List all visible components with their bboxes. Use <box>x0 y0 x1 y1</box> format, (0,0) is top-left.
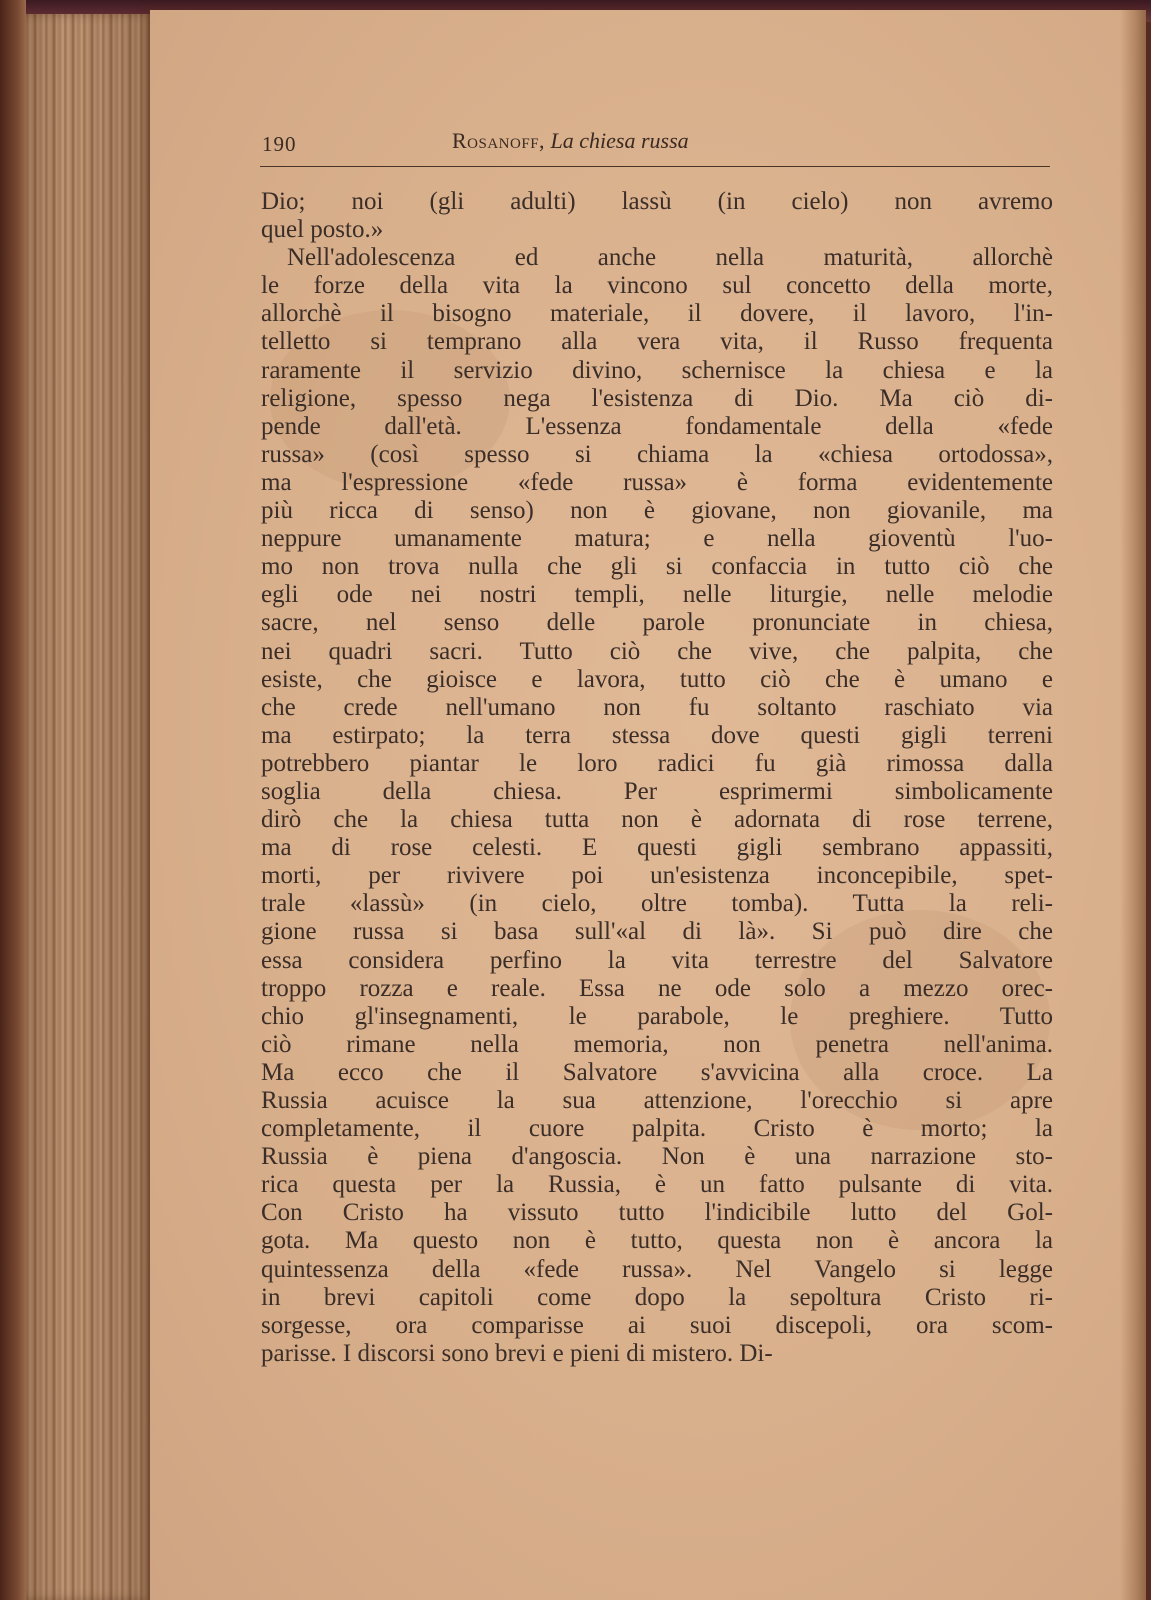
text-line: pende dall'età. L'essenza fondamentale della «fede <box>261 412 1053 440</box>
text-line: quintessenza della «fede russa». Nel Vangelo si legge <box>261 1255 1053 1283</box>
text-line: egli ode nei nostri templi, nelle liturgie, nelle melodie <box>261 581 1053 609</box>
text-line: Ma ecco che il Salvatore s'avvicina alla croce. La <box>261 1058 1053 1086</box>
text-line: parisse. I discorsi sono brevi e pieni di mistero. Di- <box>261 1339 773 1367</box>
text-line: gota. Ma questo non è tutto, questa non è ancora la <box>261 1227 1053 1255</box>
page-right-edge <box>1120 10 1146 1600</box>
text-line: Con Cristo ha vissuto tutto l'indicibile lutto del Gol- <box>261 1199 1053 1227</box>
text-line: potrebbero piantar le loro radici fu già rimossa dalla <box>261 749 1053 777</box>
text-line: più ricca di senso) non è giovane, non giovanile, ma <box>261 497 1053 525</box>
text-line: sacre, nel senso delle parole pronunciate in chiesa, <box>261 609 1053 637</box>
text-line: sorgesse, ora comparisse ai suoi discepoli, ora scom- <box>261 1311 1053 1339</box>
text-line: esiste, che gioisce e lavora, tutto ciò che è umano e <box>261 665 1053 693</box>
running-title-author: Rosanoff, <box>452 128 546 153</box>
text-line: ma estirpato; la terra stessa dove questi gigli terreni <box>261 721 1053 749</box>
text-line: neppure umanamente matura; e nella gioventù l'uo- <box>261 525 1053 553</box>
text-line: in brevi capitoli come dopo la sepoltura Cristo ri- <box>261 1283 1053 1311</box>
text-line: Dio; noi (gli adulti) lassù (in cielo) non avremo <box>261 188 1053 215</box>
text-line: completamente, il cuore palpita. Cristo è morto; la <box>261 1115 1053 1143</box>
text-line: rica questa per la Russia, è un fatto pulsante di vita. <box>261 1171 1053 1199</box>
text-line: mo non trova nulla che gli si confaccia in tutto ciò che <box>261 553 1053 581</box>
running-title-work: La chiesa russa <box>550 128 689 153</box>
text-line: quel posto.» <box>261 216 384 244</box>
text-line: ciò rimane nella memoria, non penetra nell'anima. <box>261 1030 1053 1058</box>
text-line: essa considera perfino la vita terrestre del Salvatore <box>261 946 1053 974</box>
text-line: soglia della chiesa. Per esprimermi simbolicamente <box>261 777 1053 805</box>
text-line: che crede nell'umano non fu soltanto raschiato via <box>261 693 1053 721</box>
text-line: trale «lassù» (in cielo, oltre tomba). Tutta la reli- <box>261 890 1053 918</box>
text-line: morti, per rivivere poi un'esistenza inconcepibile, spet- <box>261 862 1053 890</box>
text-line: religione, spesso nega l'esistenza di Dio. Ma ciò di- <box>261 384 1053 412</box>
text-line: nei quadri sacri. Tutto ciò che vive, che palpita, che <box>261 637 1053 665</box>
running-title <box>452 128 689 154</box>
text-line: Nell'adolescenza ed anche nella maturità, allorchè <box>287 244 1053 272</box>
header-rule <box>260 166 1050 167</box>
text-line: ma l'espressione «fede russa» è forma evidentemente <box>261 468 1053 496</box>
text-line: chio gl'insegnamenti, le parabole, le preghiere. Tutto <box>261 1002 1053 1030</box>
text-line: Russia acuisce la sua attenzione, l'orecchio si apre <box>261 1087 1053 1114</box>
running-header <box>262 128 1052 162</box>
text-line: raramente il servizio divino, schernisce la chiesa e la <box>261 356 1053 384</box>
text-line: le forze della vita la vincono sul concetto della morte, <box>261 272 1053 300</box>
page-number: 190 <box>262 132 297 156</box>
text-line: Russia è piena d'angoscia. Non è una narrazione sto- <box>261 1143 1053 1171</box>
text-line: ma di rose celesti. E questi gigli sembrano appassiti, <box>261 834 1053 862</box>
body-text <box>261 188 1053 1368</box>
text-line: russa» (così spesso si chiama la «chiesa ortodossa», <box>261 440 1053 468</box>
text-line: gione russa si basa sull'«al di là». Si può dire che <box>261 918 1053 946</box>
text-line: dirò che la chiesa tutta non è adornata di rose terrene, <box>261 806 1053 834</box>
text-line: telletto si temprano alla vera vita, il Russo frequenta <box>261 328 1053 356</box>
text-line: troppo rozza e reale. Essa ne ode solo a mezzo orec- <box>261 974 1053 1002</box>
book-cover-left <box>0 0 26 1600</box>
text-line: allorchè il bisogno materiale, il dovere, il lavoro, l'in- <box>261 300 1053 328</box>
